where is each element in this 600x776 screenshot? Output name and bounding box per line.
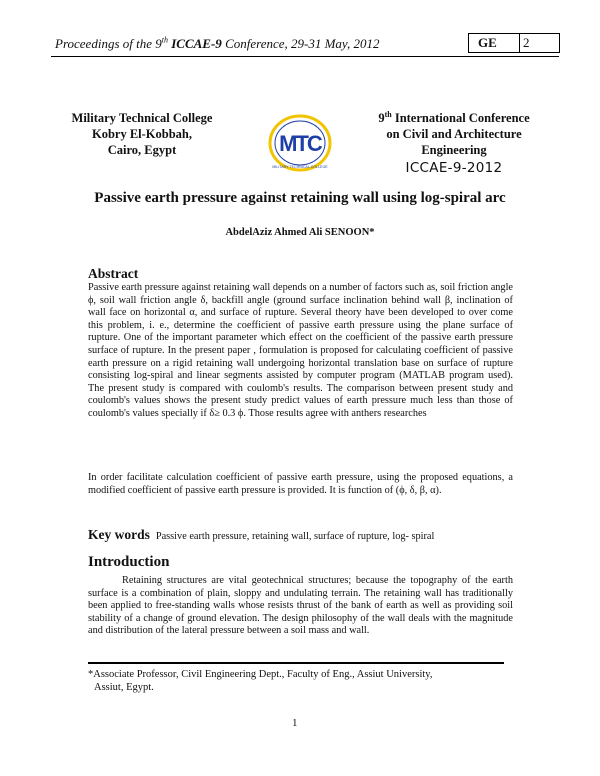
abstract-paragraph-2: In order facilitate calculation coefficient of passive earth pressure, using the proposed equations, a modified coefficient of passive earth pressure is provided. It is function of (ϕ, δ, β, α). <box>88 472 513 496</box>
proceedings-sup: th <box>161 35 168 45</box>
paper-title: Passive earth pressure against retaining wall using log-spiral arc <box>94 190 506 206</box>
header-rule <box>51 56 559 57</box>
code-number: 2 <box>523 35 530 50</box>
paper-code-box <box>468 33 560 53</box>
proceedings-header <box>55 36 379 52</box>
introduction-paragraph: Retaining structures are vital geotechnical structures; because the topography of the earth surface is a combination of plain, sloppy and undulating terrain. The retaining wall has traditionally been applied to free-standing walls whose resists thrust of the bank of earth as well as providing soil stability of a change of ground elevation. The design philosophy of the wall deals with the magnitude and distribution of the lateral pressure between a soil mass and wall. <box>88 575 513 637</box>
conference-number: 9 <box>378 111 385 125</box>
code-label: GE <box>469 34 520 52</box>
abstract-heading: Abstract <box>88 266 139 281</box>
footnote-line2: Assiut, Egypt. <box>94 682 154 693</box>
conference-line2: on Civil and Architecture <box>386 127 522 141</box>
conference-line3: Engineering <box>421 143 487 157</box>
institution-block <box>55 110 229 158</box>
institution-line3: Cairo, Egypt <box>107 143 177 157</box>
institution-line2: Kobry El-Kobbah, <box>91 127 193 141</box>
conference-sup: th <box>384 109 392 119</box>
logo-ring-text: MILITARY TECHNICAL COLLEGE <box>272 165 328 169</box>
keywords-label: Key words <box>88 527 150 542</box>
keywords-line <box>88 527 528 543</box>
footnote-line1: *Associate Professor, Civil Engineering Dept., Faculty of Eng., Assiut University, <box>88 669 433 680</box>
proceedings-suffix: Conference, 29-31 May, 2012 <box>221 36 380 51</box>
institution-line1: Military Technical College <box>71 111 213 125</box>
footnote <box>88 668 508 694</box>
keywords-text: Passive earth pressure, retaining wall, surface of rupture, log- spiral <box>155 531 435 542</box>
conference-line1-rest: International Conference <box>391 111 530 125</box>
mtc-logo <box>268 113 332 173</box>
logo-letters: MTC <box>279 131 321 156</box>
conference-block <box>358 110 550 176</box>
footnote-rule <box>88 662 504 664</box>
abstract-paragraph-1: Passive earth pressure against retaining wall depends on a number of factors such as, soil friction angle ϕ, soil wall friction angle δ, backfill angle (ground surface inclination behind wall β, inclination of wall face on horizontal α, and surface of rupture. Several theory have been developed to over come this problem, i. e., determine the coefficient of passive earth pressure using the plane surface of rupture. One of the important parameter which effect on the coefficient of the passive earth pressure surface of rupture. In the present paper , formulation is proposed for calculating coefficient of passive earth pressure on a rigid retaining wall undergoing horizontal translation base on surface of rupture consisting log-spiral and linear segments assisted by computer program (MATLAB program used). The present study is compared with coulomb's results. The comparison between present study and coulomb's values shows the present study predict values of earth pressure much less than those of coulomb's values specially if δ≥ 0.3 ϕ. Those results agree with anthers researches <box>88 282 513 419</box>
introduction-heading: Introduction <box>88 554 170 570</box>
paper-author: AbdelAziz Ahmed Ali SENOON* <box>225 227 375 238</box>
conference-line1 <box>358 110 550 126</box>
page-number: 1 <box>292 717 298 729</box>
proceedings-prefix: Proceedings of the 9 <box>55 36 162 51</box>
proceedings-event: ICCAE-9 <box>167 36 222 51</box>
conference-code: ICCAE-9-2012 <box>405 160 503 176</box>
